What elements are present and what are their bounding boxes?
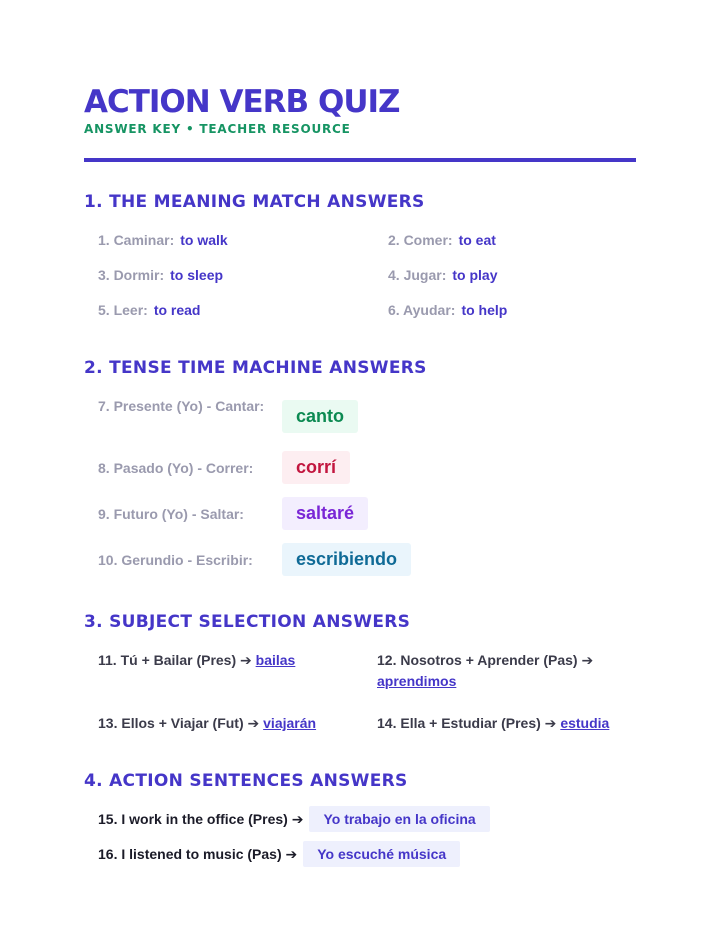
section-title-meaning-match: 1. THE MEANING MATCH ANSWERS [84, 192, 425, 212]
tense-answer-chip: canto [282, 400, 358, 433]
subject-item [377, 650, 627, 692]
sentence-item [98, 841, 460, 867]
tense-question: 9. Futuro (Yo) - Saltar: [98, 506, 244, 522]
meaning-item [98, 302, 201, 318]
meaning-question: 4. Jugar: [388, 267, 447, 283]
meaning-answer: to sleep [170, 267, 224, 283]
subject-item [98, 650, 358, 671]
meaning-item [388, 232, 496, 248]
subject-answer: estudia [560, 715, 610, 731]
subject-item [377, 713, 637, 734]
title-divider [84, 158, 636, 162]
page-subtitle: ANSWER KEY • TEACHER RESOURCE [84, 122, 351, 136]
meaning-question: 6. Ayudar: [388, 302, 456, 318]
meaning-item [388, 302, 507, 318]
tense-answer-chip: escribiendo [282, 543, 411, 576]
section-title-action-sentences: 4. ACTION SENTENCES ANSWERS [84, 771, 408, 791]
subject-answer: viajarán [263, 715, 317, 731]
meaning-answer: to help [461, 302, 508, 318]
meaning-question: 5. Leer: [98, 302, 148, 318]
sentence-question: 16. I listened to music (Pas) ➔ [98, 846, 298, 862]
sentence-question: 15. I work in the office (Pres) ➔ [98, 811, 304, 827]
subject-question: 12. Nosotros + Aprender (Pas) ➔ [377, 652, 594, 668]
tense-question: 7. Presente (Yo) - Cantar: [98, 398, 265, 414]
meaning-item [388, 267, 497, 283]
sentence-answer: Yo escuché música [303, 841, 460, 867]
tense-answer-chip: corrí [282, 451, 350, 484]
meaning-answer: to play [452, 267, 498, 283]
subject-answer: aprendimos [377, 673, 457, 689]
tense-question: 8. Pasado (Yo) - Correr: [98, 460, 254, 476]
meaning-question: 3. Dormir: [98, 267, 165, 283]
subject-answer: bailas [255, 652, 296, 668]
meaning-question: 2. Comer: [388, 232, 453, 248]
meaning-question: 1. Caminar: [98, 232, 175, 248]
tense-question: 10. Gerundio - Escribir: [98, 552, 253, 568]
subject-question: 13. Ellos + Viajar (Fut) ➔ [98, 715, 260, 731]
section-title-subject-selection: 3. SUBJECT SELECTION ANSWERS [84, 612, 411, 632]
section-title-tense-machine: 2. TENSE TIME MACHINE ANSWERS [84, 358, 427, 378]
meaning-answer: to eat [458, 232, 496, 248]
page-title: ACTION VERB QUIZ [84, 84, 400, 120]
tense-answer-chip: saltaré [282, 497, 368, 530]
sentence-answer: Yo trabajo en la oficina [309, 806, 489, 832]
meaning-item [98, 232, 228, 248]
subject-question: 11. Tú + Bailar (Pres) ➔ [98, 652, 252, 668]
meaning-answer: to walk [180, 232, 228, 248]
subject-question: 14. Ella + Estudiar (Pres) ➔ [377, 715, 557, 731]
meaning-answer: to read [153, 302, 201, 318]
meaning-item [98, 267, 223, 283]
subject-item [98, 713, 358, 734]
sentence-item [98, 806, 490, 832]
